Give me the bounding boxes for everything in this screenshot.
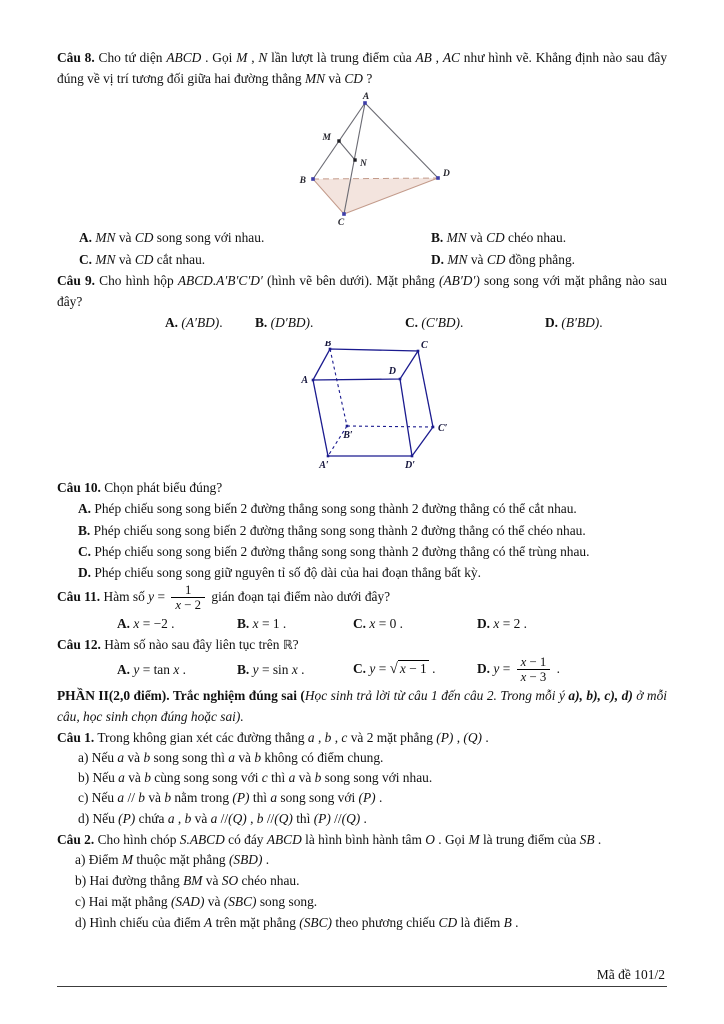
part-2-heading: PHẦN II(2,0 điểm). Trắc nghiệm đúng sai (Học sinh trả lời từ câu 1 đến câu 2. Trong mỗi ý a), b), c), d) ở mỗi câu, học sinh chọn đúng hoặc sai).: [57, 687, 668, 724]
tetrahedron-figure: [280, 91, 495, 227]
part2-q2-item-c: c) Hai mặt phẳng (SAD) và (SBC) song song.: [75, 893, 318, 909]
part2-q1-item-b: b) Nếu a và b cùng song song với c thì a và b song song với nhau.: [78, 770, 433, 786]
option-11-A: A. x = −2 .: [117, 615, 175, 631]
option-8-B: B. MN và CD chéo nhau.: [431, 230, 567, 246]
box-label-A: A: [301, 375, 308, 387]
vertex-label-M: M: [322, 133, 331, 144]
option-12-D: D. y = $\frac{x - 1}{x - 3}$ .: [477, 655, 560, 685]
question-8: [57, 47, 667, 270]
question-10-stem: Câu 10. Chọn phát biểu đúng?: [57, 480, 223, 496]
box-label-A1: A′: [319, 460, 329, 472]
vertex-label-D: D: [443, 169, 450, 180]
part2-q1-item-c: c) Nếu a // b và b nằm trong (P) thì a song song với (P) .: [78, 790, 383, 806]
part-2: [57, 685, 667, 934]
page-footer: [57, 964, 667, 987]
option-10-D: D. Phép chiếu song song giữ nguyên tỉ số độ dài của hai đoạn thẳng bất kỳ.: [78, 564, 481, 580]
option-11-D: D. x = 2 .: [477, 615, 527, 631]
option-10-C: C. Phép chiếu song song biến 2 đường thẳng song song thành 2 đường thẳng có thể trùng nhau.: [78, 543, 590, 559]
question-12-options: [57, 655, 667, 685]
option-9-A: A. (A′BD).: [165, 315, 223, 331]
tetrahedron-base-face: [313, 178, 438, 214]
part2-q2-item-b: b) Hai đường thẳng BM và SO chéo nhau.: [75, 872, 300, 888]
option-11-B: B. x = 1 .: [237, 615, 287, 631]
question-11-stem: Câu 11. Hàm số y = $\frac{1}{x - 2}$ gián đoạn tại điểm nào dưới đây?: [57, 583, 391, 613]
question-9-stem: Câu 9. Cho hình hộp ABCD.A′B′C′D′ (hình vẽ bên dưới). Mặt phẳng (AB′D′) song song với mặt phẳng nào sau đây?: [57, 272, 667, 309]
tetrahedron-svg: [280, 91, 495, 227]
vertex-label-N: N: [360, 159, 367, 170]
box-svg: [300, 341, 468, 473]
question-11-options: [57, 613, 667, 634]
question-9-options: [57, 312, 667, 333]
option-8-A: A. MN và CD song song với nhau.: [79, 230, 265, 246]
vertex-label-C: C: [337, 218, 345, 228]
part2-q2-item-d: d) Hình chiếu của điểm A trên mặt phẳng (SBC) theo phương chiếu CD là điểm B .: [75, 914, 519, 930]
box-figure: [300, 341, 468, 473]
part2-q2-item-a: a) Điểm M thuộc mặt phẳng (SBD) .: [75, 851, 270, 867]
part2-question-1: [57, 727, 667, 829]
question-11: [57, 583, 667, 634]
question-12: [57, 634, 667, 685]
option-9-D: D. (B′BD).: [545, 315, 603, 331]
option-8-C: C. MN và CD cắt nhau.: [79, 251, 206, 267]
option-9-B: B. (D′BD).: [255, 315, 314, 331]
box-label-B1: B′: [343, 430, 353, 442]
part2-q1-item-a: a) Nếu a và b song song thì a và b không có điểm chung.: [78, 750, 384, 766]
option-9-C: C. (C′BD).: [405, 315, 464, 331]
option-12-B: B. y = sin x .: [237, 662, 305, 678]
option-8-D: D. MN và CD đồng phẳng.: [431, 251, 575, 267]
option-10-B: B. Phép chiếu song song biến 2 đường thẳng song song thành 2 đường thẳng có thể chéo nhau.: [78, 522, 586, 538]
vertex-label-B: B: [299, 176, 306, 187]
option-12-C: C. y = √ x − 1 .: [353, 661, 436, 678]
option-10-A: A. Phép chiếu song song biến 2 đường thẳng song song thành 2 đường thẳng có thể cắt nhau.: [78, 501, 577, 517]
question-8-options: [57, 227, 667, 269]
part2-question-1-stem: Câu 1. Trong không gian xét các đường thẳng a , b , c và 2 mặt phẳng (P) , (Q) .: [57, 730, 489, 746]
box-vertex-markers: [312, 348, 435, 458]
question-8-stem: Câu 8. Cho tứ diện ABCD . Gọi M , N lần lượt là trung điểm của AB , AC như hình vẽ. Khẳng định nào sau đây đúng về vị trí tương đối giữa hai đường thẳng MN và CD ?: [57, 50, 668, 87]
part2-q1-item-d: d) Nếu (P) chứa a , b và a //(Q) , b //(Q) thì (P) //(Q) .: [78, 810, 367, 826]
question-12-stem: Câu 12. Hàm số nào sau đây liên tục trên ℝ?: [57, 636, 299, 652]
exam-code-label: Mã đề 101/2: [596, 966, 665, 982]
part2-question-2-stem: Câu 2. Cho hình chóp S.ABCD có đáy ABCD là hình bình hành tâm O . Gọi M là trung điểm của SB .: [57, 831, 602, 847]
part2-question-2: [57, 829, 667, 934]
box-label-D: D: [388, 366, 396, 378]
question-9: [57, 270, 667, 478]
question-10: [57, 477, 667, 583]
box-label-B: B: [324, 341, 332, 350]
box-solid-edges: [313, 349, 433, 456]
box-label-C1: C′: [438, 423, 448, 435]
vertex-label-A: A: [362, 92, 370, 103]
box-label-D1: D′: [404, 460, 416, 472]
option-12-A: A. y = tan x .: [117, 662, 186, 678]
box-label-C: C: [421, 341, 428, 352]
option-11-C: C. x = 0 .: [353, 615, 403, 631]
